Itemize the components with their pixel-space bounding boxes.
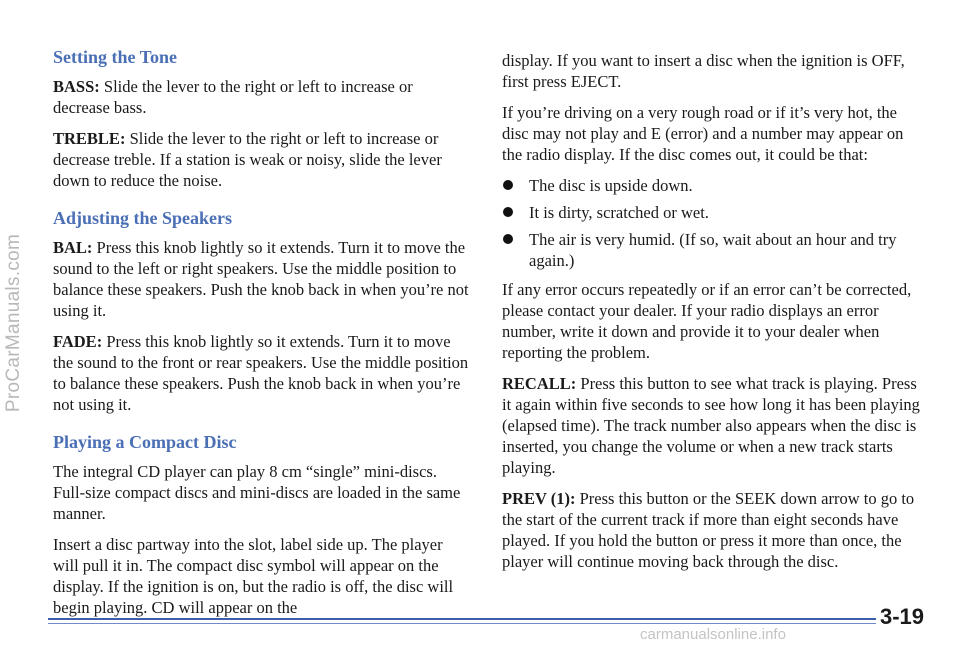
treble-paragraph [53,128,471,191]
side-watermark-text: ProCarManuals.com [3,233,24,412]
bal-text: Press this knob lightly so it extends. Turn it to move the sound to the left or right speakers. Use the middle position to balance these speakers. Push the knob back in when you’re not using it. [53,238,469,320]
prev-term: PREV (1): [502,489,576,508]
bass-paragraph [53,76,471,118]
recall-term: RECALL: [502,374,577,393]
list-item: It is dirty, scratched or wet. [502,202,927,223]
fade-term: FADE: [53,332,103,351]
list-item: The disc is upside down. [502,175,927,196]
bass-term: BASS: [53,77,100,96]
bullet-icon [503,180,513,190]
left-column [53,46,471,628]
cd-paragraph-1: The integral CD player can play 8 cm “single” mini-discs. Full-size compact discs and mini-discs are loaded in the same manner. [53,462,461,523]
recall-paragraph [502,373,927,478]
error-paragraph: If any error occurs repeatedly or if an error can’t be corrected, please contact your dealer. If your radio displays an error number, write it down and provide it to your dealer when reporting the problem. [502,280,912,362]
recall-text: Press this button to see what track is playing. Press it again within five seconds to see how long it has been playing (elapsed time). The track number also appears when the disc is inserted, you change the volume or when a new track starts playing. [502,374,920,477]
bal-paragraph [53,237,471,321]
side-watermark [2,0,26,645]
treble-text: Slide the lever to the right or left to increase or decrease treble. If a station is weak or noisy, slide the lever down to reduce the noise. [53,129,442,190]
heading-setting-the-tone: Setting the Tone [53,47,178,67]
rough-road-paragraph: If you’re driving on a very rough road or if it’s very hot, the disc may not play and E (error) and a number may appear on the radio display. If the disc comes out, it could be that: [502,103,904,164]
fade-paragraph [53,331,471,415]
bullet-icon [503,207,513,217]
heading-adjusting-the-speakers: Adjusting the Speakers [53,208,233,228]
heading-playing-a-compact-disc: Playing a Compact Disc [53,432,237,452]
bal-term: BAL: [53,238,93,257]
prev-text: Press this button or the SEEK down arrow to go to the start of the current track if more than eight seconds have played. If you hold the button or press it more than once, the player will continue moving back through the disc. [502,489,915,571]
disc-problem-list [502,175,927,271]
treble-term: TREBLE: [53,129,126,148]
fade-text: Press this knob lightly so it extends. Turn it to move the sound to the front or rear speakers. Use the middle position to balance these speakers. Push the knob back in when you’re not using it. [53,332,469,414]
page-number: 3-19 [880,604,925,629]
bullet-icon [503,234,513,244]
prev-paragraph [502,488,927,572]
bottom-watermark: carmanualsonline.info [640,626,786,643]
bass-text: Slide the lever to the right or left to increase or decrease bass. [53,77,413,117]
cd-paragraph-2: Insert a disc partway into the slot, label side up. The player will pull it in. The compact disc symbol will appear on the display. If the ignition is on, but the radio is off, the disc will begin playing. CD will appear on the [53,535,454,617]
right-column [502,50,927,582]
footer-rule [48,618,876,620]
list-item: The air is very humid. (If so, wait about an hour and try again.) [502,229,927,271]
footer-rule-thin [48,623,876,624]
continued-paragraph: display. If you want to insert a disc when the ignition is OFF, first press EJECT. [502,51,905,91]
